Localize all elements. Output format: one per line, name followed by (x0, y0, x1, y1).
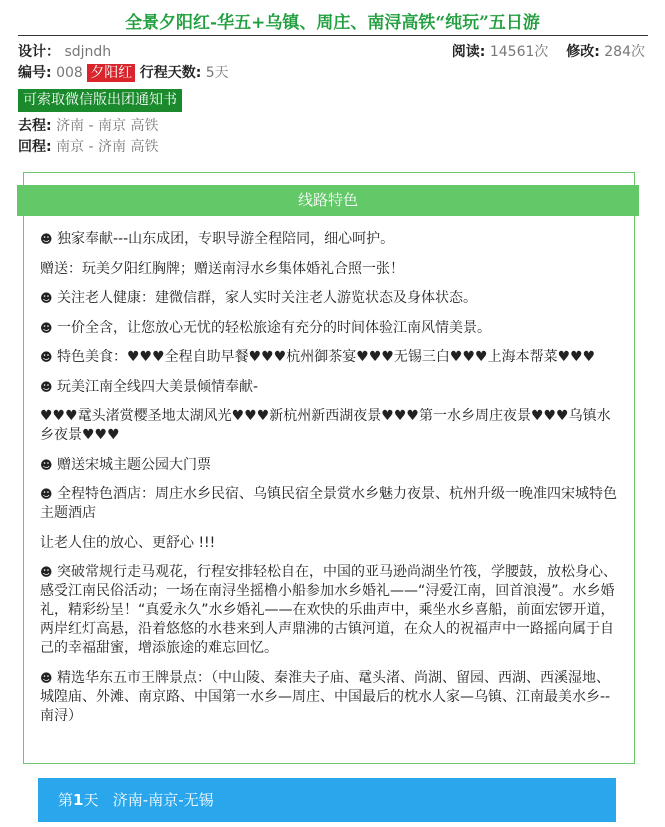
designer-label: 设计： (18, 44, 60, 60)
feature-item (40, 563, 618, 658)
features-list (40, 230, 618, 736)
feature-item (40, 669, 618, 726)
feature-text: 一价全含，让您放心无忧的轻松旅途有充分的时间体验江南风情美景。 (56, 319, 491, 336)
reads-label: 阅读: (451, 44, 486, 60)
feature-item (40, 485, 618, 523)
category-tag: 夕阳红 (87, 64, 135, 82)
feature-item (40, 319, 618, 338)
features-header: 线路特色 (17, 185, 639, 216)
feature-item (40, 534, 618, 553)
return-value: 南京 - 济南 高铁 (56, 139, 159, 155)
wechat-notice-button[interactable]: 可索取微信版出团通知书 (18, 89, 182, 112)
feature-text: 让老人住的放心、更舒心 !!! (40, 534, 216, 551)
outbound-label: 去程: (18, 118, 52, 134)
outbound-value: 济南 - 南京 高铁 (56, 118, 159, 134)
page-title: 全景夕阳红-华五+乌镇、周庄、南浔高铁“纯玩”五日游 (125, 13, 540, 33)
reads-value: 14561次 (489, 44, 549, 60)
feature-item (40, 407, 618, 445)
code-label: 编号: (18, 65, 52, 81)
smiley-icon: ☻ (40, 291, 53, 305)
smiley-icon: ☻ (40, 320, 53, 335)
feature-text: 关注老人健康：建微信群，家人实时关注老人游览状态及身体状态。 (56, 290, 477, 306)
feature-text: 赠送：玩美夕阳红胸牌；赠送南浔水乡集体婚礼合照一张！ (40, 260, 404, 277)
edits-value: 284次 (604, 44, 645, 60)
feature-item (40, 260, 618, 279)
designer-row (18, 42, 111, 62)
days-value: 5天 (205, 65, 229, 81)
smiley-icon: ☻ (40, 457, 53, 472)
smiley-icon: ☻ (40, 487, 53, 501)
feature-text: 赠送宋城主题公园大门票 (56, 456, 211, 473)
feature-text: 精选华东五市王牌景点：（中山陵、秦淮夫子庙、鼋头渚、尚湖、留园、西湖、西溪湿地、城隍庙、外滩、南京路、中国第一水乡—周庄、中国最后的枕水人家—乌镇、江南最美水乡--南浔） (40, 669, 611, 724)
day-route: 济南-南京-无锡 (112, 791, 214, 809)
smiley-icon: ☻ (40, 350, 53, 364)
code-row (18, 63, 229, 83)
outbound-row (18, 116, 158, 136)
feature-item (40, 348, 618, 367)
feature-item (40, 456, 618, 475)
day-prefix: 第 (58, 791, 74, 809)
title-divider (18, 35, 648, 36)
feature-text: 特色美食：♥♥♥全程自助早餐♥♥♥杭州御茶宴♥♥♥无锡三白♥♥♥上海本帮菜♥♥♥ (56, 349, 596, 365)
stats (452, 42, 645, 62)
designer-value: sdjndh (64, 44, 112, 60)
code-value: 008 (56, 65, 83, 81)
day-number: 1 (73, 791, 84, 809)
smiley-icon: ☻ (40, 670, 53, 685)
feature-text: 突破常规行走马观花，行程安排轻松自在，中国的亚马逊尚湖坐竹筏，学腰鼓，放松身心、感受江南民俗活动；一场在南浔坐摇橹小船参加水乡婚礼——“浔爱江南，回首浪漫”。水乡婚礼，精彩纷呈！“真爱永久”水乡婚礼——在欢快的乐曲声中，乘坐水乡喜船，前面宏锣开道，两岸红灯高悬，沿着悠悠的水巷来到人声鼎沸的古镇河道，在众人的祝福声中一路摇向属于自己的幸福甜蜜，增添旅途的难忘回忆。 (40, 564, 617, 656)
day-1-header[interactable] (38, 778, 616, 822)
feature-item (40, 289, 618, 308)
smiley-icon: ☻ (40, 232, 53, 246)
smiley-icon: ☻ (40, 379, 53, 394)
edits-label: 修改: (566, 44, 600, 60)
day-suffix: 天 (83, 791, 99, 809)
feature-text: 全程特色酒店：周庄水乡民宿、乌镇民宿全景赏水乡魅力夜景、杭州升级一晚准四宋城特色主题酒店 (40, 486, 617, 521)
return-label: 回程: (18, 139, 52, 155)
smiley-icon: ☻ (40, 565, 53, 579)
days-label: 行程天数: (139, 65, 202, 81)
feature-text: ♥♥♥鼋头渚赏樱圣地太湖风光♥♥♥新杭州新西湖夜景♥♥♥第一水乡周庄夜景♥♥♥乌镇水乡夜景♥♥♥ (40, 408, 611, 443)
feature-item (40, 378, 618, 397)
feature-item (40, 230, 618, 249)
return-row (18, 137, 158, 157)
feature-text: 玩美江南全线四大美景倾情奉献- (56, 378, 259, 395)
feature-text: 独家奉献---山东成团，专职导游全程陪同，细心呵护。 (56, 231, 395, 247)
